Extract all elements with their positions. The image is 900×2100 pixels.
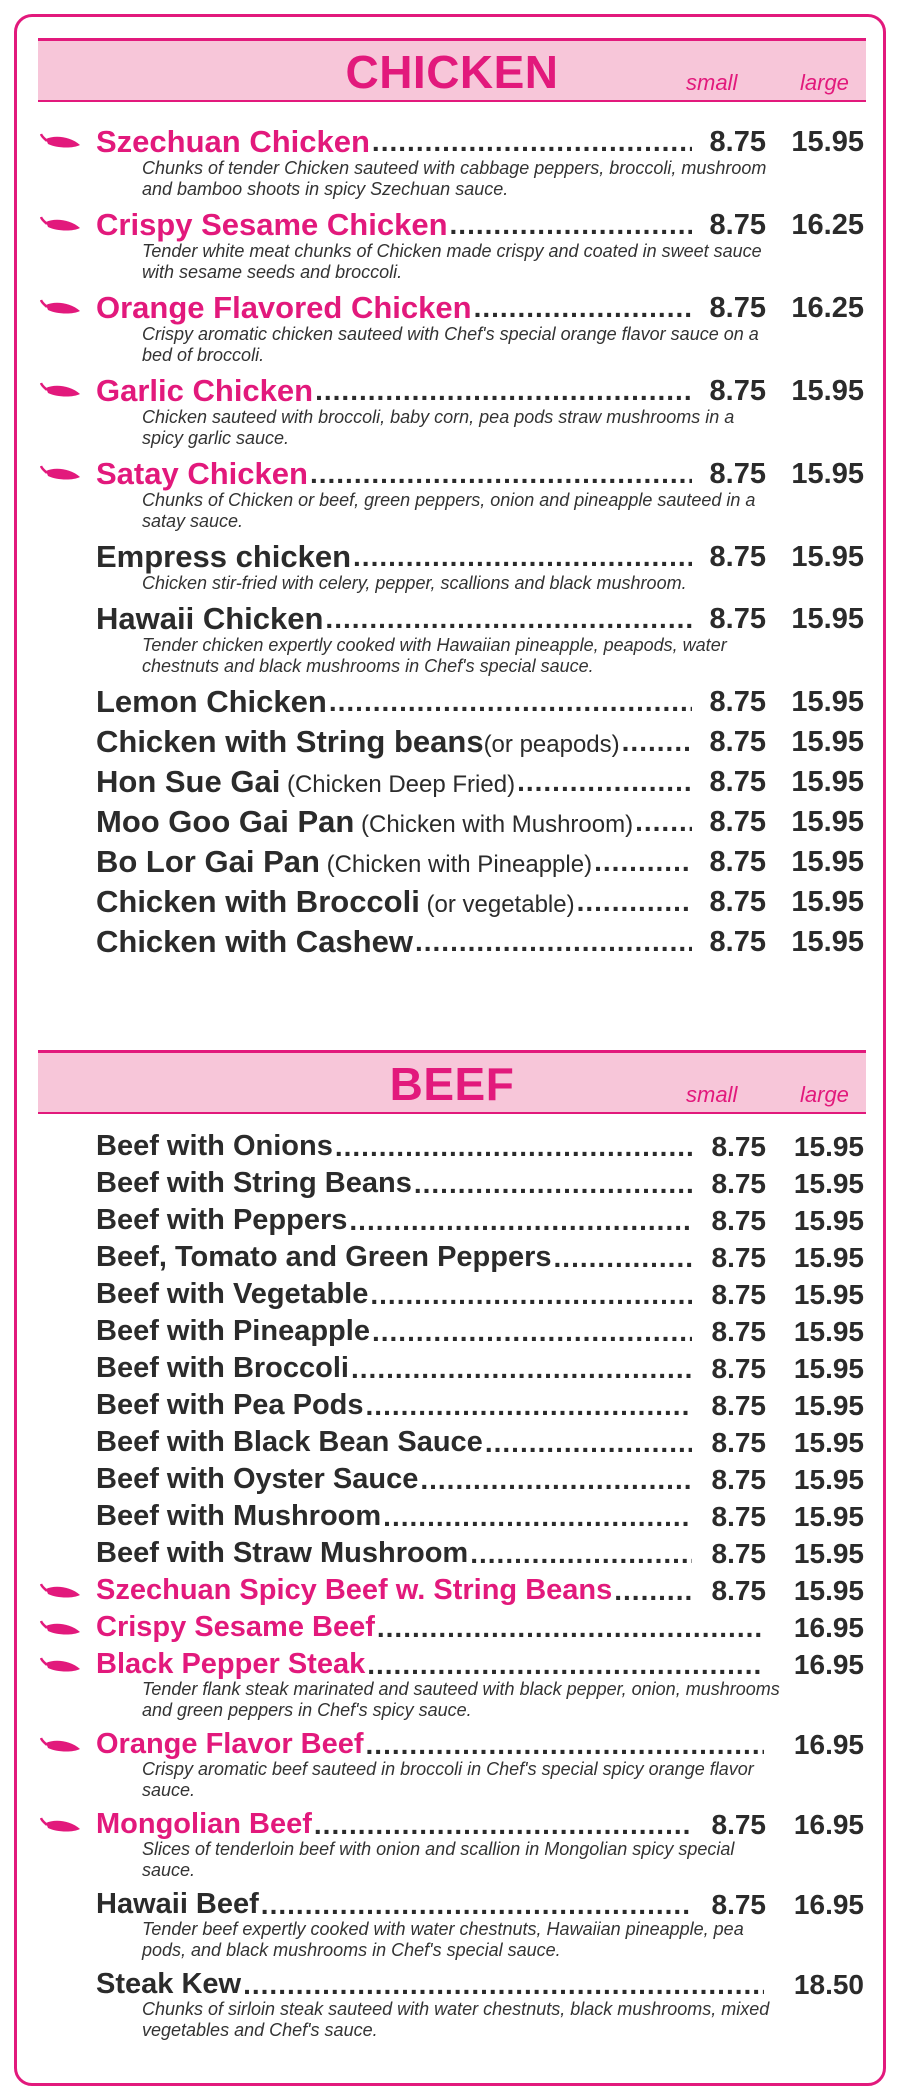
large-price: 15.95 <box>791 925 864 958</box>
menu-item <box>0 1886 900 1961</box>
small-price: 8.75 <box>711 1278 766 1310</box>
menu-item-row <box>0 1498 900 1535</box>
large-price: 15.95 <box>793 1278 864 1310</box>
large-price: 15.95 <box>791 602 864 635</box>
menu-item <box>0 205 900 283</box>
menu-item-row <box>0 1886 900 1923</box>
menu-item-name: Crispy Sesame Beef <box>96 1611 375 1643</box>
menu-item-name: Crispy Sesame Chicken <box>96 207 448 242</box>
menu-item <box>0 1276 900 1313</box>
menu-item-name: Beef with Peppers <box>96 1204 348 1236</box>
menu-item-note: (or peapods) <box>483 731 620 758</box>
dot-leader <box>474 292 692 324</box>
chili-pepper-icon <box>40 1620 82 1638</box>
chili-pepper-icon <box>40 216 82 234</box>
menu-item <box>0 802 900 842</box>
menu-item-row <box>0 882 900 922</box>
dot-leader <box>517 766 692 798</box>
dot-leader <box>594 846 692 878</box>
large-price: 15.95 <box>791 374 864 407</box>
small-price: 8.75 <box>709 725 766 758</box>
menu-item-row <box>0 802 900 842</box>
menu-item <box>0 1424 900 1461</box>
small-price: 8.75 <box>711 1315 766 1347</box>
small-price: 8.75 <box>711 1352 766 1384</box>
large-price: 15.95 <box>791 805 864 838</box>
menu-item-row <box>0 722 900 762</box>
small-price: 8.75 <box>711 1389 766 1421</box>
menu-item <box>0 1806 900 1881</box>
large-price: 15.95 <box>793 1574 864 1606</box>
menu-item <box>0 1387 900 1424</box>
large-price: 15.95 <box>793 1463 864 1495</box>
dot-leader <box>261 1889 692 1921</box>
large-price: 15.95 <box>793 1389 864 1421</box>
menu-item <box>0 1609 900 1646</box>
chicken-section-header <box>38 38 866 102</box>
menu-item-row <box>0 922 900 962</box>
menu-item <box>0 1535 900 1572</box>
menu-item-name: Chicken with Broccoli (or vegetable) <box>96 884 575 919</box>
menu-item-row <box>0 682 900 722</box>
chicken-large-label: large <box>800 70 849 95</box>
beef-small-label: small <box>686 1082 738 1107</box>
menu-item-name: Steak Kew <box>96 1968 242 2000</box>
dot-leader <box>243 1969 764 2001</box>
large-price: 15.95 <box>793 1352 864 1384</box>
menu-item-name: Beef with Onions <box>96 1130 333 1162</box>
menu-item-row <box>0 122 900 162</box>
small-price: 8.75 <box>709 540 766 573</box>
menu-item-name: Szechuan Chicken <box>96 124 370 159</box>
menu-item <box>0 1165 900 1202</box>
menu-item-row <box>0 1387 900 1424</box>
menu-item-note: (or vegetable) <box>419 891 575 918</box>
dot-leader <box>353 541 692 573</box>
menu-item <box>0 1350 900 1387</box>
dot-leader <box>325 603 692 635</box>
beef-large-label: large <box>800 1082 849 1107</box>
large-price: 15.95 <box>793 1241 864 1273</box>
small-price: 8.75 <box>711 1130 766 1162</box>
small-price: 8.75 <box>711 1888 766 1920</box>
menu-item <box>0 882 900 922</box>
menu-item-description: Chicken sauteed with broccoli, baby corn, pea pods straw mushrooms in a spicy garlic sauce. <box>142 407 735 448</box>
menu-item-row <box>0 288 900 328</box>
menu-item-name: Hon Sue Gai (Chicken Deep Fried) <box>96 764 516 799</box>
menu-item <box>0 288 900 366</box>
menu-item-description: Tender white meat chunks of Chicken made crispy and coated in sweet sauce with sesame seeds and broccoli. <box>142 241 762 282</box>
menu-item-name: Bo Lor Gai Pan (Chicken with Pineapple) <box>96 844 593 879</box>
menu-item-name: Orange Flavor Beef <box>96 1728 364 1760</box>
menu-item-description: Crispy aromatic beef sauteed in broccoli in Chef's special spicy orange flavor sauce. <box>142 1759 754 1800</box>
chili-pepper-icon <box>40 1737 82 1755</box>
large-price: 15.95 <box>793 1426 864 1458</box>
small-price: 8.75 <box>709 685 766 718</box>
menu-item-name: Beef with Black Bean Sauce <box>96 1426 483 1458</box>
menu-item <box>0 371 900 449</box>
dot-leader <box>372 126 692 158</box>
menu-item-name: Chicken with Cashew <box>96 924 413 959</box>
chili-pepper-icon <box>40 133 82 151</box>
dot-leader <box>485 1427 692 1459</box>
small-price: 8.75 <box>711 1241 766 1273</box>
menu-item <box>0 599 900 677</box>
menu-item <box>0 1461 900 1498</box>
small-price: 8.75 <box>709 125 766 158</box>
large-price: 16.95 <box>793 1611 864 1643</box>
menu-item <box>0 1128 900 1165</box>
chicken-small-label: small <box>686 70 738 95</box>
large-price: 16.95 <box>793 1648 864 1680</box>
menu-item <box>0 1202 900 1239</box>
large-price: 15.95 <box>791 125 864 158</box>
menu-item-description: Tender beef expertly cooked with water chestnuts, Hawaiian pineapple, pea pods, and black mushrooms in Chef's special sauce. <box>142 1919 744 1960</box>
menu-item-row <box>0 1535 900 1572</box>
menu-item-description: Chunks of sirloin steak sauteed with water chestnuts, black mushrooms, mixed vegetables and Chef's sauce. <box>142 1999 770 2040</box>
menu-item-name: Beef with String Beans <box>96 1167 412 1199</box>
dot-leader <box>414 1168 692 1200</box>
menu-item-note: (Chicken with Mushroom) <box>354 811 634 838</box>
dot-leader <box>415 926 692 958</box>
small-price: 8.75 <box>709 805 766 838</box>
menu-item-name: Garlic Chicken <box>96 373 314 408</box>
large-price: 15.95 <box>791 540 864 573</box>
large-price: 15.95 <box>791 845 864 878</box>
menu-item <box>0 722 900 762</box>
small-price: 8.75 <box>709 885 766 918</box>
menu-item-name: Lemon Chicken <box>96 684 327 719</box>
menu-item-row <box>0 1806 900 1843</box>
dot-leader <box>420 1464 692 1496</box>
menu-item-description: Tender chicken expertly cooked with Hawaiian pineapple, peapods, water chestnuts and black mushrooms in Chef's special sauce. <box>142 635 727 676</box>
small-price: 8.75 <box>711 1426 766 1458</box>
beef-section-header <box>38 1050 866 1114</box>
small-price: 8.75 <box>709 602 766 635</box>
small-price: 8.75 <box>711 1204 766 1236</box>
large-price: 15.95 <box>793 1167 864 1199</box>
small-price: 8.75 <box>711 1808 766 1840</box>
small-price: 8.75 <box>709 845 766 878</box>
dot-leader <box>370 1279 692 1311</box>
menu-item-row <box>0 762 900 802</box>
dot-leader <box>314 1809 692 1841</box>
menu-item-name: Beef with Mushroom <box>96 1500 382 1532</box>
menu-item-row <box>0 1128 900 1165</box>
small-price: 8.75 <box>709 291 766 324</box>
menu-item-row <box>0 1165 900 1202</box>
chicken-section-title: CHICKEN <box>345 46 559 98</box>
menu-item-name: Empress chicken <box>96 539 352 574</box>
small-price: 8.75 <box>709 457 766 490</box>
large-price: 15.95 <box>791 885 864 918</box>
dot-leader <box>351 1353 692 1385</box>
dot-leader <box>383 1501 692 1533</box>
menu-item-name: Black Pepper Steak <box>96 1648 366 1680</box>
large-price: 16.95 <box>793 1888 864 1920</box>
large-price: 15.95 <box>793 1204 864 1236</box>
chili-pepper-icon <box>40 1657 82 1675</box>
dot-leader <box>310 458 692 490</box>
menu-item-note: (Chicken with Pineapple) <box>319 851 593 878</box>
small-price: 8.75 <box>709 374 766 407</box>
small-price: 8.75 <box>711 1167 766 1199</box>
menu-item-description: Chicken stir-fried with celery, pepper, scallions and black mushroom. <box>142 573 687 593</box>
menu-item <box>0 1239 900 1276</box>
menu-item-name: Beef with Oyster Sauce <box>96 1463 419 1495</box>
dot-leader <box>470 1538 692 1570</box>
menu-item-description: Crispy aromatic chicken sauteed with Chef's special orange flavor sauce on a bed of broccoli. <box>142 324 759 365</box>
large-price: 15.95 <box>791 765 864 798</box>
menu-item-row <box>0 599 900 639</box>
menu-item <box>0 842 900 882</box>
chicken-list <box>0 122 900 962</box>
menu-item-row <box>0 1313 900 1350</box>
menu-item-row <box>0 371 900 411</box>
menu-item-name: Hawaii Beef <box>96 1888 259 1920</box>
dot-leader <box>335 1131 692 1163</box>
menu-item-row <box>0 1276 900 1313</box>
large-price: 16.95 <box>793 1728 864 1760</box>
menu-item-name: Beef with Pineapple <box>96 1315 370 1347</box>
menu-item <box>0 1726 900 1801</box>
large-price: 15.95 <box>793 1537 864 1569</box>
menu-item-name: Beef with Vegetable <box>96 1278 369 1310</box>
menu-item <box>0 762 900 802</box>
menu-item <box>0 454 900 532</box>
menu-item-name: Szechuan Spicy Beef w. String Beans <box>96 1574 613 1606</box>
menu-item-row <box>0 1609 900 1646</box>
menu-item-row <box>0 842 900 882</box>
chili-pepper-icon <box>40 382 82 400</box>
menu-item-description: Chunks of tender Chicken sauteed with cabbage peppers, broccoli, mushroom and bamboo shoots in spicy Szechuan sauce. <box>142 158 767 199</box>
chili-pepper-icon <box>40 465 82 483</box>
large-price: 15.95 <box>793 1130 864 1162</box>
menu-item-description: Tender flank steak marinated and sauteed with black pepper, onion, mushrooms and green peppers in Chef's spicy sauce. <box>142 1679 780 1720</box>
dot-leader <box>635 806 692 838</box>
menu-item-row <box>0 1966 900 2003</box>
menu-item-row <box>0 1572 900 1609</box>
menu-item <box>0 1498 900 1535</box>
menu-item <box>0 1572 900 1609</box>
dot-leader <box>622 726 692 758</box>
menu-item-row <box>0 537 900 577</box>
beef-section-title: BEEF <box>389 1058 515 1110</box>
large-price: 15.95 <box>791 457 864 490</box>
small-price: 8.75 <box>711 1463 766 1495</box>
menu-item <box>0 1313 900 1350</box>
menu-item-row <box>0 1646 900 1683</box>
large-price: 15.95 <box>791 685 864 718</box>
menu-item-row <box>0 1350 900 1387</box>
menu-item-row <box>0 1461 900 1498</box>
large-price: 15.95 <box>793 1315 864 1347</box>
dot-leader <box>366 1390 692 1422</box>
large-price: 16.25 <box>791 208 864 241</box>
menu-item-name: Beef with Broccoli <box>96 1352 349 1384</box>
dot-leader <box>372 1316 692 1348</box>
menu-item-name: Satay Chicken <box>96 456 308 491</box>
dot-leader <box>377 1612 764 1644</box>
beef-list <box>0 1128 900 2046</box>
dot-leader <box>329 686 692 718</box>
large-price: 15.95 <box>791 725 864 758</box>
menu-item <box>0 922 900 962</box>
small-price: 8.75 <box>711 1574 766 1606</box>
menu-item-row <box>0 1726 900 1763</box>
menu-item-row <box>0 454 900 494</box>
small-price: 8.75 <box>709 765 766 798</box>
menu-item-description: Chunks of Chicken or beef, green peppers, onion and pineapple sauteed in a satay sauce. <box>142 490 756 531</box>
large-price: 16.25 <box>791 291 864 324</box>
menu-item <box>0 122 900 200</box>
dot-leader <box>577 886 692 918</box>
menu-item-name: Beef with Pea Pods <box>96 1389 364 1421</box>
menu-item-name: Mongolian Beef <box>96 1808 312 1840</box>
menu-item-row <box>0 1424 900 1461</box>
menu-item-row <box>0 1239 900 1276</box>
menu-item-name: Orange Flavored Chicken <box>96 290 472 325</box>
small-price: 8.75 <box>709 208 766 241</box>
menu-item-description: Slices of tenderloin beef with onion and scallion in Mongolian spicy special sauce. <box>142 1839 735 1880</box>
large-price: 16.95 <box>793 1808 864 1840</box>
menu-item <box>0 682 900 722</box>
menu-item-name: Hawaii Chicken <box>96 601 324 636</box>
menu-item-note: (Chicken Deep Fried) <box>280 771 516 798</box>
menu-item <box>0 1966 900 2041</box>
dot-leader <box>366 1729 764 1761</box>
menu-item-name: Moo Goo Gai Pan (Chicken with Mushroom) <box>96 804 634 839</box>
dot-leader <box>315 375 692 407</box>
menu-item-name: Chicken with String beans(or peapods) <box>96 724 620 759</box>
small-price: 8.75 <box>711 1500 766 1532</box>
menu-item-row <box>0 205 900 245</box>
large-price: 18.50 <box>793 1968 864 2000</box>
menu-item-name: Beef with Straw Mushroom <box>96 1537 469 1569</box>
dot-leader <box>450 209 692 241</box>
dot-leader <box>367 1649 764 1681</box>
dot-leader <box>554 1242 692 1274</box>
dot-leader <box>349 1205 692 1237</box>
chili-pepper-icon <box>40 1583 82 1601</box>
chili-pepper-icon <box>40 1817 82 1835</box>
chili-pepper-icon <box>40 299 82 317</box>
menu-item <box>0 537 900 594</box>
large-price: 15.95 <box>793 1500 864 1532</box>
small-price: 8.75 <box>709 925 766 958</box>
menu-item-name: Beef, Tomato and Green Peppers <box>96 1241 552 1273</box>
menu-item <box>0 1646 900 1721</box>
small-price: 8.75 <box>711 1537 766 1569</box>
dot-leader <box>614 1575 692 1607</box>
menu-item-row <box>0 1202 900 1239</box>
